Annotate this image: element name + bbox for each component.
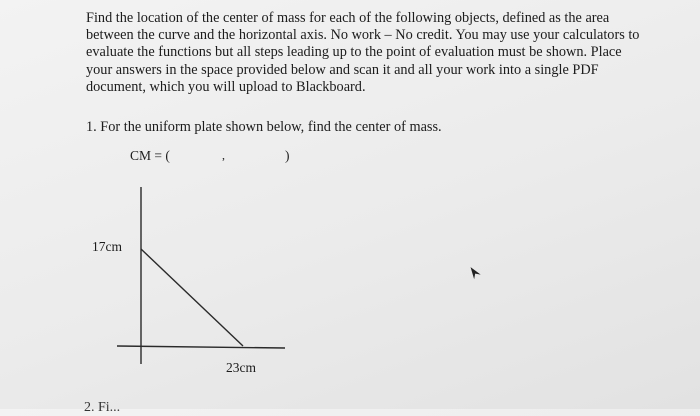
x-axis-line [117, 346, 285, 348]
instructions-line: document, which you will upload to Blackboard. [86, 78, 366, 95]
base-label: 23cm [226, 360, 256, 375]
mouse-pointer-icon [466, 264, 482, 280]
instructions-line: evaluate the functions but all steps leading up to the point of evaluation must be shown. Place [86, 44, 622, 61]
question-1-text: 1. For the uniform plate shown below, find the center of mass. [86, 119, 442, 135]
instructions-line: between the curve and the horizontal axis. No work – No credit. You may use your calculators to [86, 27, 640, 44]
height-label: 17cm [92, 239, 122, 254]
instructions-line: your answers in the space provided below and scan it and all your work into a single PDF [86, 61, 599, 78]
triangle-hypotenuse [141, 249, 243, 346]
answer-suffix: ) [285, 148, 290, 163]
instructions-line: Find the location of the center of mass for each of the following objects, defined as the area [86, 10, 610, 26]
answer-prefix: CM = ( [130, 148, 170, 163]
answer-comma: , [222, 148, 225, 162]
next-question-partial: 2. Fi... [84, 400, 121, 415]
